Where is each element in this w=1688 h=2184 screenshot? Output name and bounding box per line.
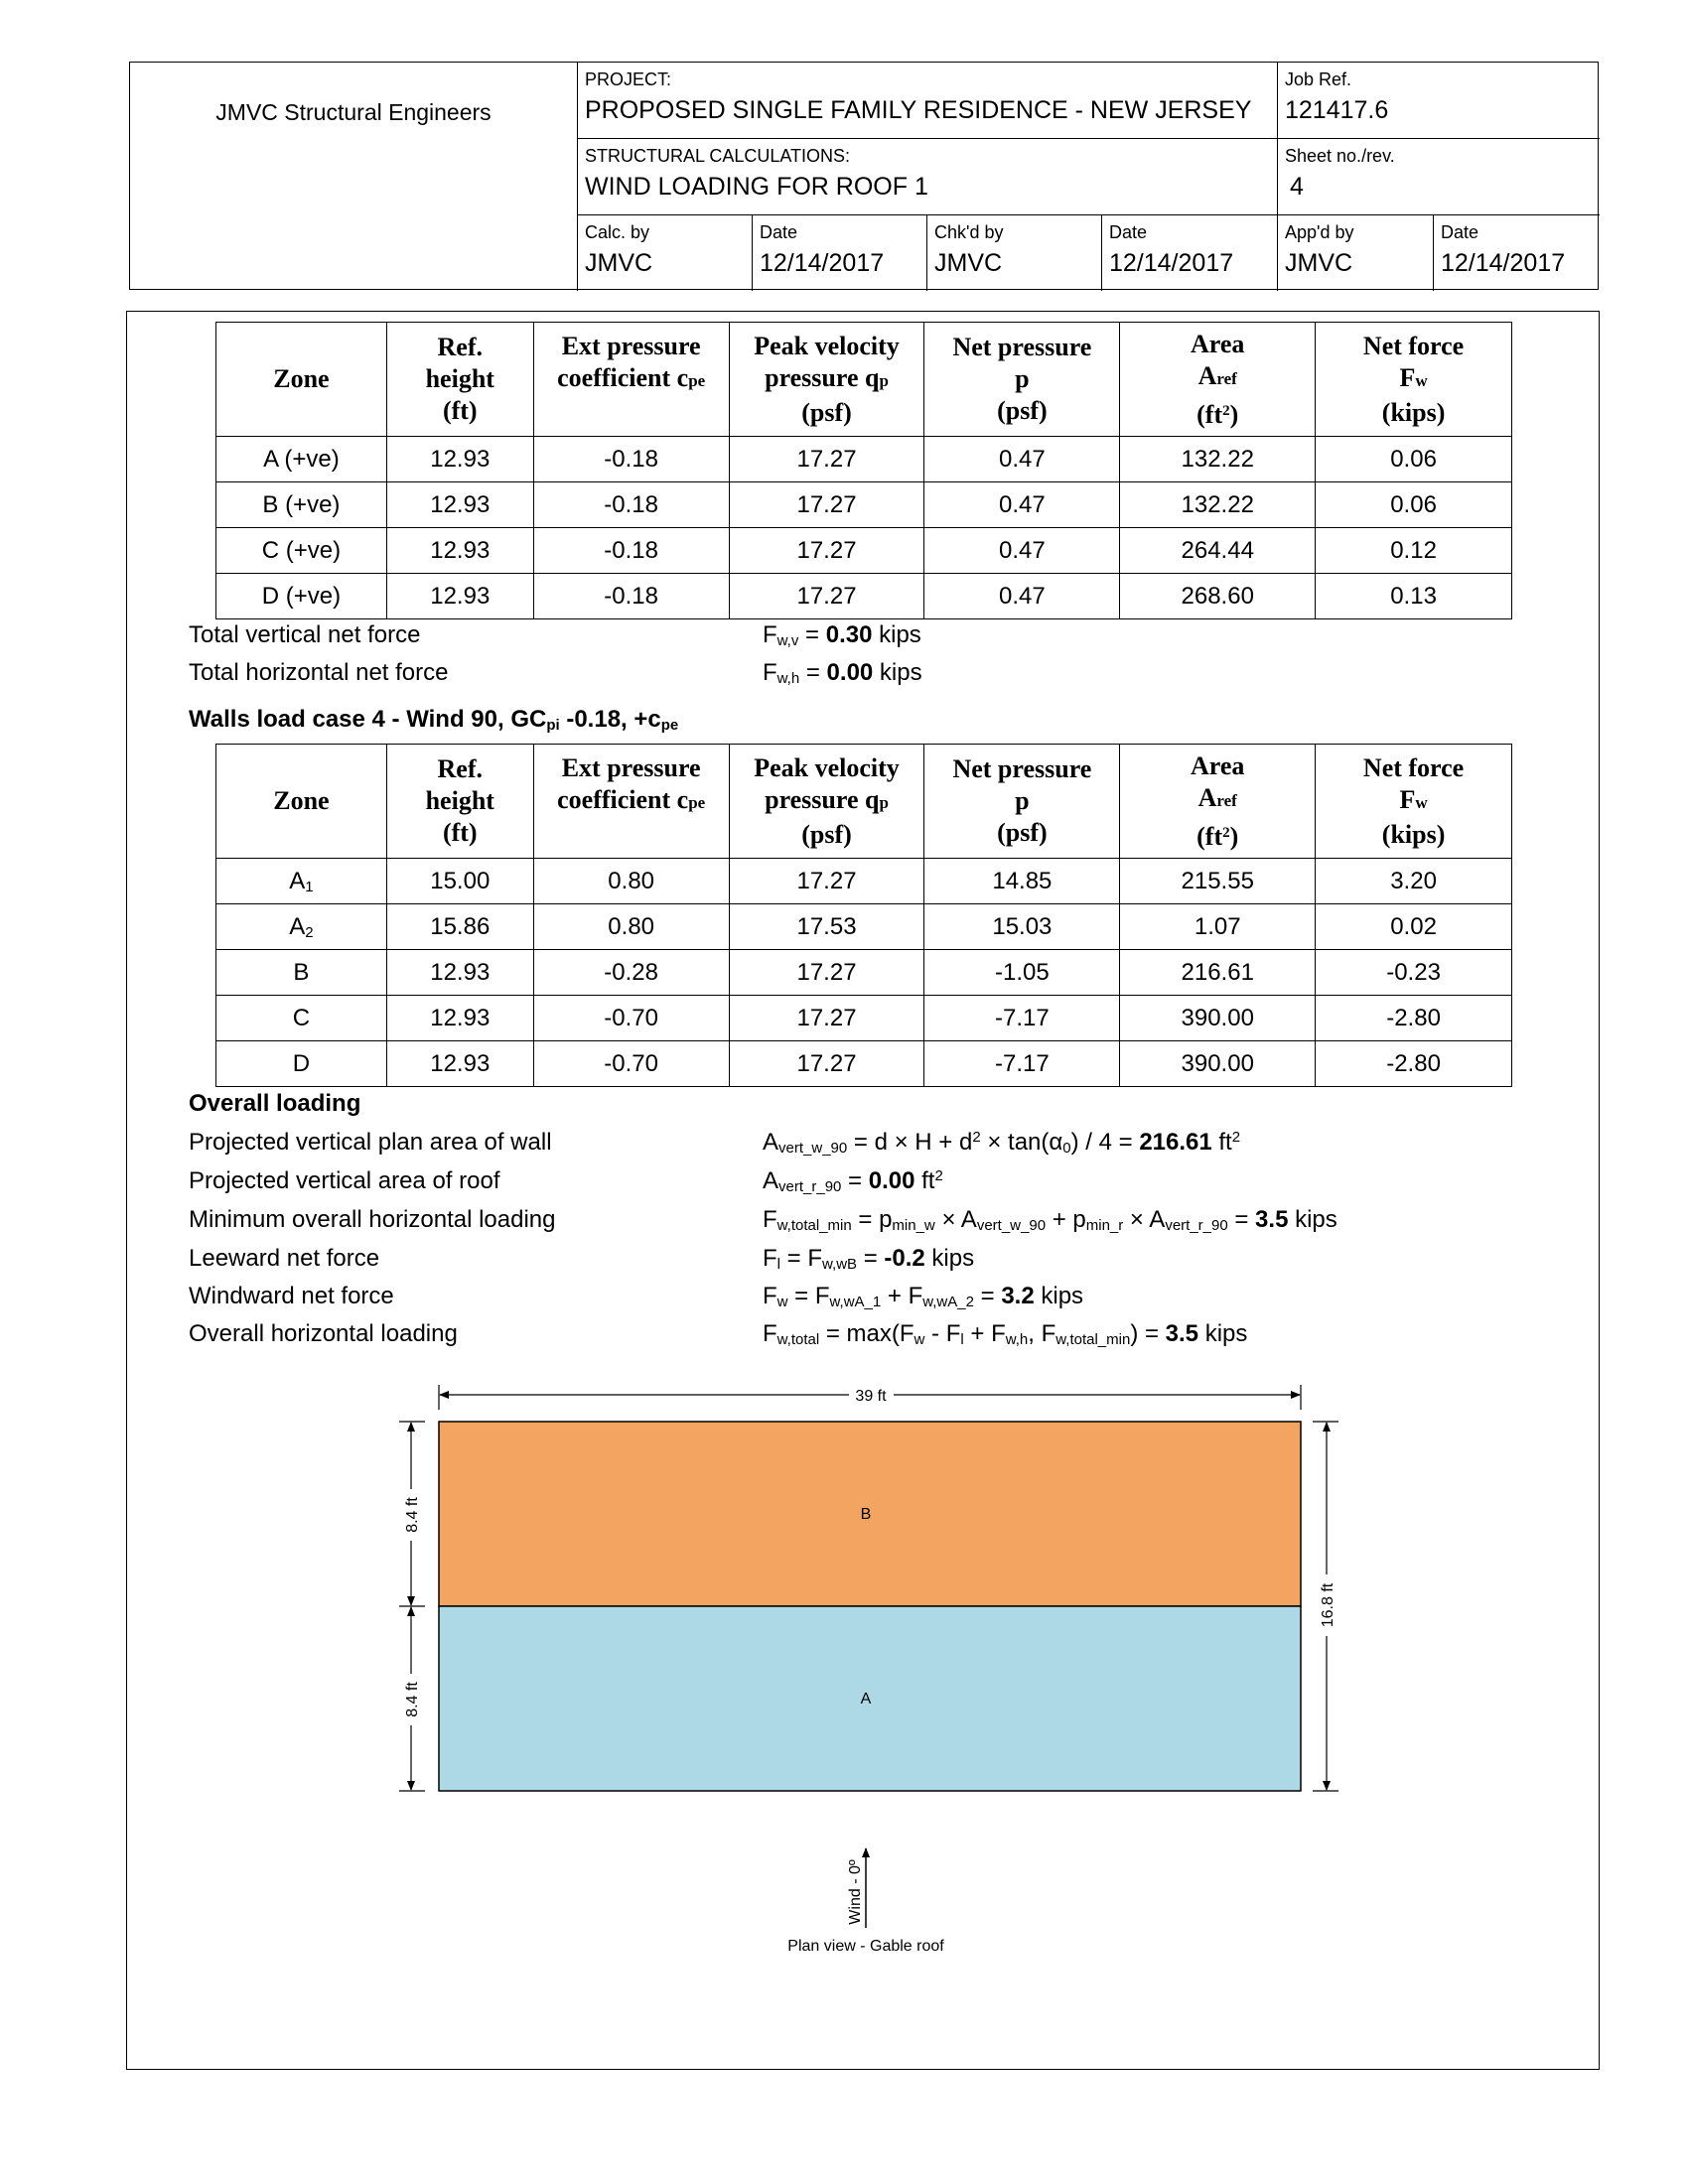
cell-height: 12.93 xyxy=(386,574,533,619)
cell-cpe: -0.70 xyxy=(533,996,729,1041)
cell-height: 15.00 xyxy=(386,859,533,904)
cell-area: 390.00 xyxy=(1120,996,1316,1041)
cell-p: 0.47 xyxy=(924,528,1120,574)
date1-label: Date xyxy=(760,222,798,242)
cell-height: 12.93 xyxy=(386,437,533,482)
left-dimension xyxy=(399,1422,425,1791)
wind-direction-arrow xyxy=(847,1848,866,1928)
jobref-value: 121417.6 xyxy=(1285,96,1389,124)
cell-zone: D xyxy=(216,1041,387,1087)
cell-cpe: -0.18 xyxy=(533,528,729,574)
col-zone: Zone xyxy=(216,745,387,859)
cell-height: 12.93 xyxy=(386,528,533,574)
total-horizontal-value: $F_{w,h} = 0.00$ kips xyxy=(763,659,922,687)
cell-p: 14.85 xyxy=(924,859,1120,904)
calcs-label: STRUCTURAL CALCULATIONS: xyxy=(585,146,851,166)
chkd-by-value: JMVC xyxy=(934,249,1003,277)
cell-zone: D (+ve) xyxy=(216,574,387,619)
col-zone: Zone xyxy=(216,323,387,437)
col-peak-velocity: Peak velocity pressure qp (psf) xyxy=(729,745,924,859)
cell-cpe: -0.28 xyxy=(533,950,729,996)
cell-qp: 17.27 xyxy=(729,528,924,574)
calc-by-value: JMVC xyxy=(585,249,653,277)
cell-height: 12.93 xyxy=(386,482,533,528)
col-area: Area Aref $(ft^2)$ xyxy=(1120,745,1316,859)
overall-label-4: Leeward net force xyxy=(189,1245,380,1272)
cell-qp: 17.53 xyxy=(729,904,924,950)
cell-qp: 17.27 xyxy=(729,574,924,619)
cell-p: 0.47 xyxy=(924,574,1120,619)
cell-cpe: 0.80 xyxy=(533,859,729,904)
cell-cpe: 0.80 xyxy=(533,904,729,950)
cell-height: 12.93 xyxy=(386,996,533,1041)
cell-cpe: -0.18 xyxy=(533,574,729,619)
cell-cpe: -0.18 xyxy=(533,437,729,482)
cell-area: 390.00 xyxy=(1120,1041,1316,1087)
calcs-value: WIND LOADING FOR ROOF 1 xyxy=(585,173,928,201)
date3-value: 12/14/2017 xyxy=(1441,249,1566,277)
zone-b-label: B xyxy=(860,1506,872,1523)
sheet-label: Sheet no./rev. xyxy=(1285,146,1395,166)
project-value: PROPOSED SINGLE FAMILY RESIDENCE - NEW JERSEY xyxy=(585,96,1252,124)
cell-force: 0.13 xyxy=(1316,574,1512,619)
overall-formula-3: $F_{w,total\_min} = p_{min\_w} \times A_{vert\_w\_90} + p_{min\_r} \times A_{vert\_r\_90} = 3.5$ kips xyxy=(763,1206,1337,1234)
overall-label-3: Minimum overall horizontal loading xyxy=(189,1206,556,1233)
cell-qp: 17.27 xyxy=(729,482,924,528)
date2-label: Date xyxy=(1109,222,1148,242)
right-dimension-label: 16.8 ft xyxy=(1320,1582,1336,1628)
width-dimension xyxy=(439,1385,1301,1410)
cell-height: 15.86 xyxy=(386,904,533,950)
width-dimension-label: 39 ft xyxy=(855,1388,887,1405)
cell-p: -1.05 xyxy=(924,950,1120,996)
col-ref-height: Ref. height (ft) xyxy=(386,323,533,437)
overall-formula-1: $A_{vert\_w\_90} = d \times H + d^2 \times \tan(\alpha_0) / 4 = 216.61$ $ft^2$ xyxy=(763,1129,1241,1157)
cell-zone: C (+ve) xyxy=(216,528,387,574)
cell-qp: 17.27 xyxy=(729,996,924,1041)
cell-force: 0.06 xyxy=(1316,437,1512,482)
cell-area: 268.60 xyxy=(1120,574,1316,619)
total-vertical-label: Total vertical net force xyxy=(189,621,421,648)
overall-formula-4: $F_l = F_{w,wB} = -0.2$ kips xyxy=(763,1245,975,1273)
cell-force: 0.02 xyxy=(1316,904,1512,950)
cell-zone: $A_2$ xyxy=(216,904,387,950)
cell-zone: $A_1$ xyxy=(216,859,387,904)
cell-area: 132.22 xyxy=(1120,482,1316,528)
plan-view-caption: Plan view - Gable roof xyxy=(787,1938,944,1955)
col-peak-velocity: Peak velocity pressure qp (psf) xyxy=(729,323,924,437)
date3-label: Date xyxy=(1441,222,1479,242)
overall-label-6: Overall horizontal loading xyxy=(189,1320,458,1347)
cell-zone: B xyxy=(216,950,387,996)
col-net-force: Net force Fw (kips) xyxy=(1316,745,1512,859)
col-area: Area Aref $(ft^2)$ xyxy=(1120,323,1316,437)
date2-value: 12/14/2017 xyxy=(1109,249,1234,277)
sheet-value: 4 xyxy=(1290,173,1304,201)
project-label: PROJECT: xyxy=(585,69,672,89)
total-horizontal-label: Total horizontal net force xyxy=(189,659,449,686)
cell-area: 1.07 xyxy=(1120,904,1316,950)
overall-loading-heading: Overall loading xyxy=(189,1090,361,1117)
cell-height: 12.93 xyxy=(386,950,533,996)
overall-label-1: Projected vertical plan area of wall xyxy=(189,1129,552,1156)
cell-area: 216.61 xyxy=(1120,950,1316,996)
load-case-heading: Walls load case 4 - Wind 90, $GC_{pi}$ -0.18, $+c_{pe}$ xyxy=(189,706,679,734)
appd-by-value: JMVC xyxy=(1285,249,1353,277)
overall-formula-5: $F_w = F_{w,wA\_1} + F_{w,wA\_2} = 3.2$ kips xyxy=(763,1283,1084,1310)
overall-label-5: Windward net force xyxy=(189,1283,394,1309)
cell-p: -7.17 xyxy=(924,1041,1120,1087)
cell-p: 15.03 xyxy=(924,904,1120,950)
appd-by-label: App'd by xyxy=(1285,222,1354,242)
date1-value: 12/14/2017 xyxy=(760,249,885,277)
cell-force: -0.23 xyxy=(1316,950,1512,996)
col-net-pressure: Net pressure p (psf) xyxy=(924,745,1120,859)
calc-by-label: Calc. by xyxy=(585,222,650,242)
cell-force: -2.80 xyxy=(1316,996,1512,1041)
cell-qp: 17.27 xyxy=(729,437,924,482)
cell-cpe: -0.70 xyxy=(533,1041,729,1087)
right-dimension xyxy=(1313,1422,1338,1791)
cell-force: 0.12 xyxy=(1316,528,1512,574)
overall-formula-6: $F_{w,total} = \max(F_w - F_l + F_{w,h}$, $F_{w,total\_min}) = 3.5$ kips xyxy=(763,1320,1248,1348)
cell-zone: A (+ve) xyxy=(216,437,387,482)
chkd-by-label: Chk'd by xyxy=(934,222,1004,242)
overall-formula-2: $A_{vert\_r\_90} = 0.00$ $ft^2$ xyxy=(763,1167,943,1195)
cell-qp: 17.27 xyxy=(729,1041,924,1087)
left-top-dimension-label: 8.4 ft xyxy=(404,1497,421,1533)
cell-cpe: -0.18 xyxy=(533,482,729,528)
col-ext-pressure: Ext pressure coefficient cpe xyxy=(533,323,729,437)
col-ref-height: Ref. height (ft) xyxy=(386,745,533,859)
overall-label-2: Projected vertical area of roof xyxy=(189,1167,500,1194)
cell-zone: B (+ve) xyxy=(216,482,387,528)
cell-force: -2.80 xyxy=(1316,1041,1512,1087)
cell-area: 264.44 xyxy=(1120,528,1316,574)
cell-p: -7.17 xyxy=(924,996,1120,1041)
company-name: JMVC Structural Engineers xyxy=(215,98,492,125)
col-net-pressure: Net pressure p (psf) xyxy=(924,323,1120,437)
cell-force: 3.20 xyxy=(1316,859,1512,904)
cell-height: 12.93 xyxy=(386,1041,533,1087)
col-ext-pressure: Ext pressure coefficient cpe xyxy=(533,745,729,859)
total-vertical-value: $F_{w,v} = 0.30$ kips xyxy=(763,621,921,649)
cell-qp: 17.27 xyxy=(729,859,924,904)
cell-p: 0.47 xyxy=(924,437,1120,482)
cell-zone: C xyxy=(216,996,387,1041)
cell-area: 215.55 xyxy=(1120,859,1316,904)
col-net-force: Net force Fw (kips) xyxy=(1316,323,1512,437)
cell-qp: 17.27 xyxy=(729,950,924,996)
cell-area: 132.22 xyxy=(1120,437,1316,482)
jobref-label: Job Ref. xyxy=(1285,69,1352,89)
left-bottom-dimension-label: 8.4 ft xyxy=(404,1682,421,1717)
cell-force: 0.06 xyxy=(1316,482,1512,528)
wind-direction-label: Wind - 0º xyxy=(847,1859,864,1925)
zone-a-label: A xyxy=(860,1691,872,1707)
cell-p: 0.47 xyxy=(924,482,1120,528)
